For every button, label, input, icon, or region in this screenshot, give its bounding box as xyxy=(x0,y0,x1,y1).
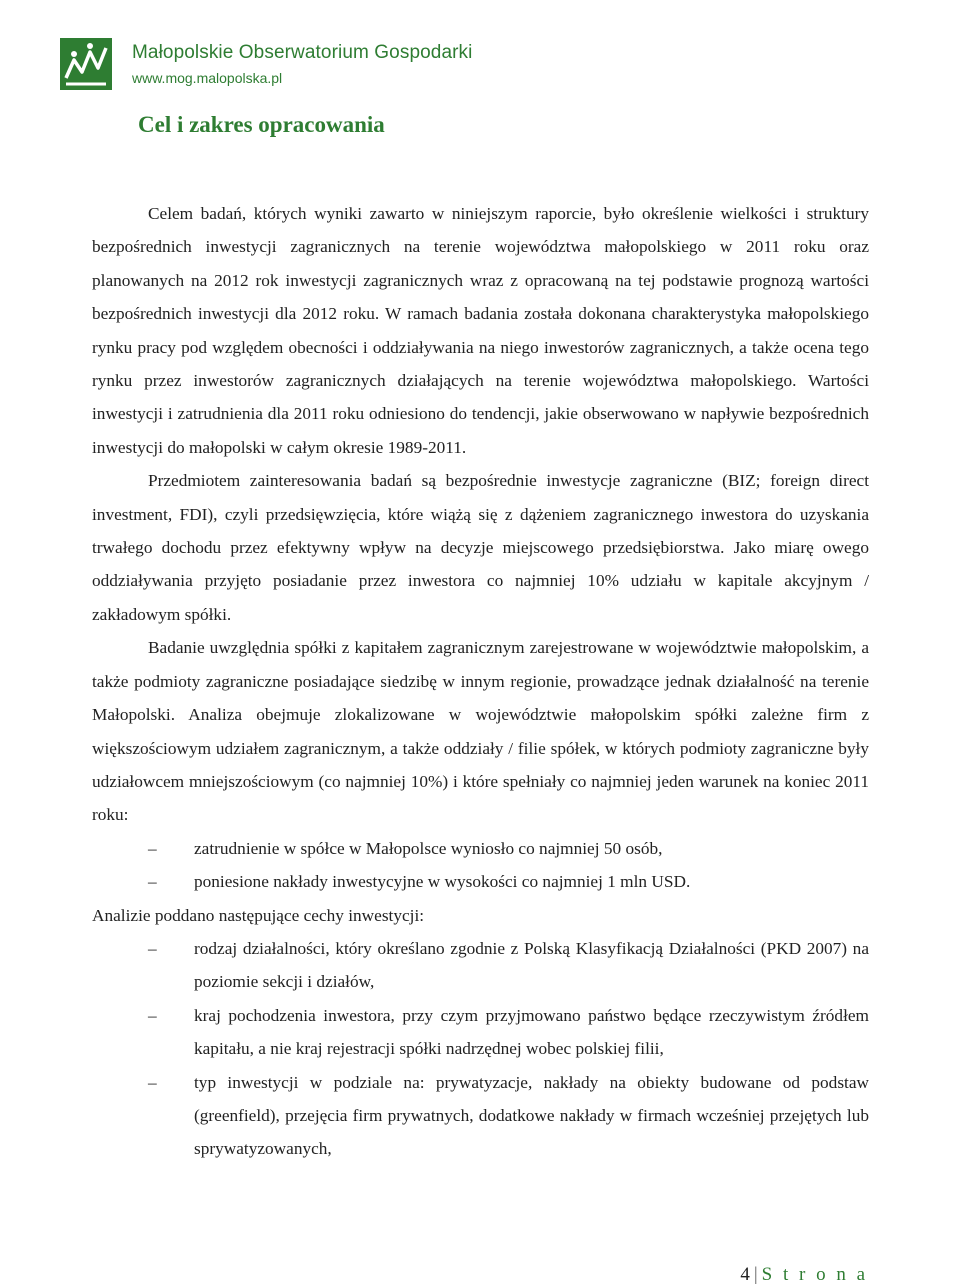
list-item xyxy=(92,999,869,1066)
list-item-text: zatrudnienie w spółce w Małopolsce wyniosło co najmniej 50 osób, xyxy=(194,838,663,858)
dash-bullet: – xyxy=(148,1005,157,1025)
list-item xyxy=(92,865,869,898)
dash-bullet: – xyxy=(148,1072,157,1092)
page-label: S t r o n a xyxy=(761,1264,868,1285)
list-item xyxy=(92,832,869,865)
footer-separator: | xyxy=(753,1264,758,1285)
features-list xyxy=(92,932,869,1166)
paragraph-goal: Celem badań, których wyniki zawarto w niniejszym raporcie, było określenie wielkości i struktury bezpośrednich inwestycji zagranicznych na terenie województwa małopolskiego w 2011 roku oraz planowanych na 2012 rok inwestycji zagranicznych wraz z opracowaną na tej podstawie prognozą wartości bezpośrednich inwestycji dla 2012 roku. W ramach badania została dokonana charakterystyka małopolskiego rynku pracy pod względem obecności i oddziaływania na niego inwestorów zagranicznych, a także ocena tego rynku przez inwestorów zagranicznych działających na terenie województwa małopolskiego. Wartości inwestycji i zatrudnienia dla 2011 roku odniesiono do tendencji, jakie obserwowano w napływie bezpośrednich inwestycji do małopolski w całym okresie 1989-2011. xyxy=(92,204,869,457)
list-item xyxy=(92,932,869,999)
document-body xyxy=(92,197,869,1166)
paragraph-features: Analizie poddano następujące cechy inwestycji: xyxy=(92,905,425,925)
page-header xyxy=(60,38,760,96)
list-item-text: poniesione nakłady inwestycyjne w wysokości co najmniej 1 mln USD. xyxy=(194,872,691,892)
list-item-text: rodzaj działalności, który określano zgodnie z Polską Klasyfikacją Działalności (PKD 2007) na poziomie sekcji i działów, xyxy=(194,938,869,992)
paragraph-scope: Badanie uwzględnia spółki z kapitałem zagranicznym zarejestrowane w województwie małopolskim, a także podmioty zagraniczne posiadające siedzibę w innym regionie, prowadzące jednak działalność na terenie Małopolski. Analiza obejmuje zlokalizowane w województwie małopolskim spółki zależne firm z większościowym udziałem zagranicznym, a także oddziały / filie spółek, w których podmioty zagraniczne były udziałowcem mniejszościowym (co najmniej 10%) i które spełniały co najmniej jeden warunek na koniec 2011 roku: xyxy=(92,638,869,825)
page-title: Cel i zakres opracowania xyxy=(138,112,385,137)
dash-bullet: – xyxy=(148,938,157,958)
page-footer xyxy=(740,1264,868,1286)
dash-bullet: – xyxy=(148,872,157,892)
organization-url[interactable]: www.mog.malopolska.pl xyxy=(132,70,283,86)
dash-bullet: – xyxy=(148,838,157,858)
page-number: 4 xyxy=(740,1264,750,1285)
list-item-text: kraj pochodzenia inwestora, przy czym przyjmowano państwo będące rzeczywistym źródłem kapitału, a nie kraj rejestracji spółki nadrzędnej wobec polskiej filii, xyxy=(194,1005,869,1059)
mog-logo-icon xyxy=(60,38,112,90)
criteria-list xyxy=(92,832,869,899)
list-item-text: typ inwestycji w podziale na: prywatyzacje, nakłady na obiekty budowane od podstaw (greenfield), przejęcia firm prywatnych, dodatkowe nakłady w firmach wcześniej przejętych lub sprywatyzowanych, xyxy=(194,1072,869,1159)
organization-name: Małopolskie Obserwatorium Gospodarki xyxy=(132,42,473,63)
list-item xyxy=(92,1066,869,1166)
paragraph-subject: Przedmiotem zainteresowania badań są bezpośrednie inwestycje zagraniczne (BIZ; foreign direct investment, FDI), czyli przedsięwzięcia, które wiążą się z dążeniem zagranicznego inwestora do uzyskania trwałego dochodu przez efektywny wpływ na decyzje miejscowego przedsiębiorstwa. Jako miarę owego oddziaływania przyjęto posiadanie przez inwestora co najmniej 10% udziału w kapitale akcyjnym / zakładowym spółki. xyxy=(92,471,869,624)
